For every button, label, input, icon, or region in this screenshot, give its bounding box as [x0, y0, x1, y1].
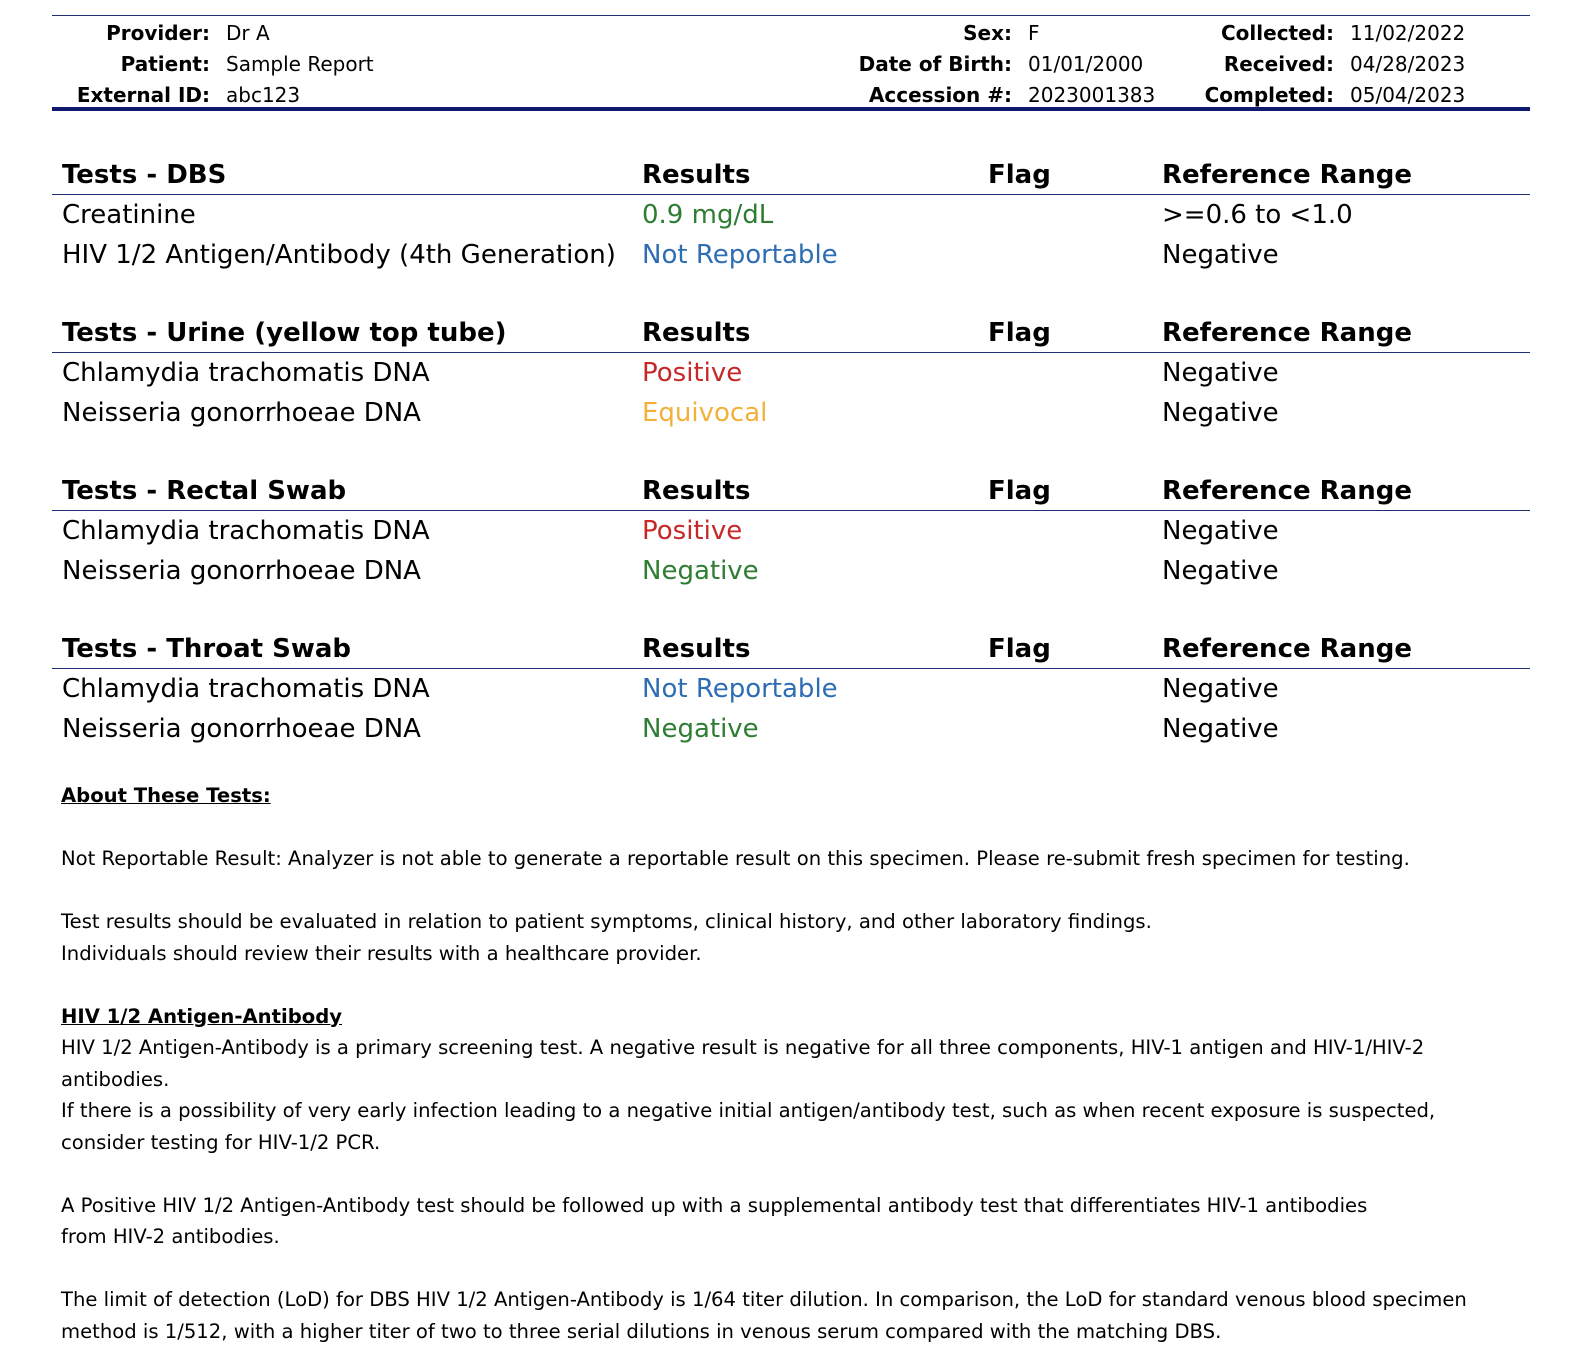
- flag-column-header: Flag: [988, 634, 1051, 664]
- test-result: Not Reportable: [642, 674, 838, 704]
- test-result: Not Reportable: [642, 240, 838, 270]
- hiv-note-line-1: HIV 1/2 Antigen-Antibody is a primary screening test. A negative result is negative for all three components, HIV-1 antigen and HIV-1/HIV-2 antibodies.: [61, 1036, 1425, 1091]
- section-throat-swab: [52, 630, 1530, 749]
- test-name: Creatinine: [62, 200, 196, 230]
- completed-label: Completed:: [1204, 83, 1334, 107]
- header-row-3: [52, 80, 1530, 110]
- reference-range: Negative: [1162, 556, 1279, 586]
- evaluate-note-line-2: Individuals should review their results with a healthcare provider.: [61, 941, 702, 965]
- hiv-note-line-2: If there is a possibility of very early infection leading to a negative initial antigen/antibody test, such as when recent exposure is suspected,: [61, 1099, 1436, 1122]
- test-result: Positive: [642, 358, 743, 388]
- header-row-1: [52, 18, 1530, 48]
- flag-column-header: Flag: [988, 318, 1051, 348]
- section-title: Tests - Rectal Swab: [62, 476, 347, 506]
- section-title: Tests - DBS: [62, 160, 227, 190]
- received-label: Received:: [1223, 52, 1334, 76]
- results-column-header: Results: [642, 476, 751, 506]
- reference-range: Negative: [1162, 516, 1279, 546]
- dob-label: Date of Birth:: [858, 52, 1012, 76]
- notes-section: [61, 780, 1531, 1347]
- dob-value: 01/01/2000: [1028, 52, 1144, 76]
- flag-column-header: Flag: [988, 476, 1051, 506]
- patient-value: Sample Report: [226, 52, 374, 76]
- accession-label: Accession #:: [868, 83, 1012, 107]
- accession-value: 2023001383: [1028, 83, 1156, 107]
- test-result: 0.9 mg/dL: [642, 200, 774, 230]
- reference-column-header: Reference Range: [1162, 160, 1412, 190]
- sex-value: F: [1028, 21, 1040, 45]
- received-value: 04/28/2023: [1350, 52, 1466, 76]
- reference-range: Negative: [1162, 398, 1279, 428]
- test-name: Neisseria gonorrhoeae DNA: [62, 398, 421, 428]
- flag-column-header: Flag: [988, 160, 1051, 190]
- reference-range: Negative: [1162, 358, 1279, 388]
- section-urine: [52, 314, 1530, 433]
- evaluate-note-line-1: Test results should be evaluated in relation to patient symptoms, clinical history, and other laboratory findings.: [61, 910, 1152, 933]
- reference-column-header: Reference Range: [1162, 318, 1412, 348]
- completed-value: 05/04/2023: [1350, 83, 1466, 107]
- section-title: Tests - Throat Swab: [62, 634, 352, 664]
- table-row: [52, 511, 1530, 551]
- table-row: [52, 353, 1530, 393]
- collected-label: Collected:: [1221, 21, 1334, 45]
- reference-range: Negative: [1162, 714, 1279, 744]
- test-name: Chlamydia trachomatis DNA: [62, 674, 430, 704]
- reference-range: Negative: [1162, 674, 1279, 704]
- report-header: [52, 15, 1530, 111]
- section-header: [52, 156, 1530, 195]
- external-id-label: External ID:: [76, 83, 210, 107]
- reference-range: >=0.6 to <1.0: [1162, 200, 1353, 230]
- table-row: [52, 393, 1530, 433]
- section-header: [52, 630, 1530, 669]
- positive-note-line-2: from HIV-2 antibodies.: [61, 1225, 280, 1248]
- hiv-heading: HIV 1/2 Antigen-Antibody: [61, 1004, 342, 1028]
- section-header: [52, 314, 1530, 353]
- collected-value: 11/02/2022: [1350, 21, 1466, 45]
- test-name: Chlamydia trachomatis DNA: [62, 516, 430, 546]
- section-header: [52, 472, 1530, 511]
- test-result: Negative: [642, 556, 759, 586]
- test-result: Positive: [642, 516, 743, 546]
- external-id-value: abc123: [226, 83, 301, 107]
- test-result: Negative: [642, 714, 759, 744]
- table-row: [52, 195, 1530, 235]
- results-column-header: Results: [642, 160, 751, 190]
- about-heading: About These Tests:: [61, 784, 271, 807]
- section-rectal-swab: [52, 472, 1530, 591]
- results-column-header: Results: [642, 318, 751, 348]
- test-result: Equivocal: [642, 398, 768, 428]
- section-title: Tests - Urine (yellow top tube): [62, 318, 507, 348]
- header-row-2: [52, 49, 1530, 79]
- test-name: Chlamydia trachomatis DNA: [62, 358, 430, 388]
- table-row: [52, 709, 1530, 749]
- reference-column-header: Reference Range: [1162, 476, 1412, 506]
- table-row: [52, 551, 1530, 591]
- table-row: [52, 235, 1530, 275]
- provider-value: Dr A: [226, 21, 270, 45]
- lod-note-line-1: The limit of detection (LoD) for DBS HIV 1/2 Antigen-Antibody is 1/64 titer dilution. In comparison, the LoD for standard venous blood specimen: [61, 1288, 1467, 1311]
- not-reportable-note: Not Reportable Result: Analyzer is not able to generate a reportable result on this specimen. Please re-submit fresh specimen for testing.: [61, 847, 1410, 870]
- test-name: HIV 1/2 Antigen/Antibody (4th Generation): [62, 240, 616, 270]
- sex-label: Sex:: [963, 21, 1012, 45]
- results-column-header: Results: [642, 634, 751, 664]
- reference-range: Negative: [1162, 240, 1279, 270]
- lod-note-line-2: method is 1/512, with a higher titer of two to three serial dilutions in venous serum compared with the matching DBS.: [61, 1319, 1222, 1343]
- patient-label: Patient:: [120, 52, 210, 76]
- provider-label: Provider:: [106, 21, 210, 45]
- hiv-note-line-3: consider testing for HIV-1/2 PCR.: [61, 1130, 381, 1154]
- positive-note-line-1: A Positive HIV 1/2 Antigen-Antibody test should be followed up with a supplemental antibody test that differentiates HIV-1 antibodies: [61, 1193, 1368, 1217]
- reference-column-header: Reference Range: [1162, 634, 1412, 664]
- section-dbs: [52, 156, 1530, 275]
- test-name: Neisseria gonorrhoeae DNA: [62, 714, 421, 744]
- test-name: Neisseria gonorrhoeae DNA: [62, 556, 421, 586]
- table-row: [52, 669, 1530, 709]
